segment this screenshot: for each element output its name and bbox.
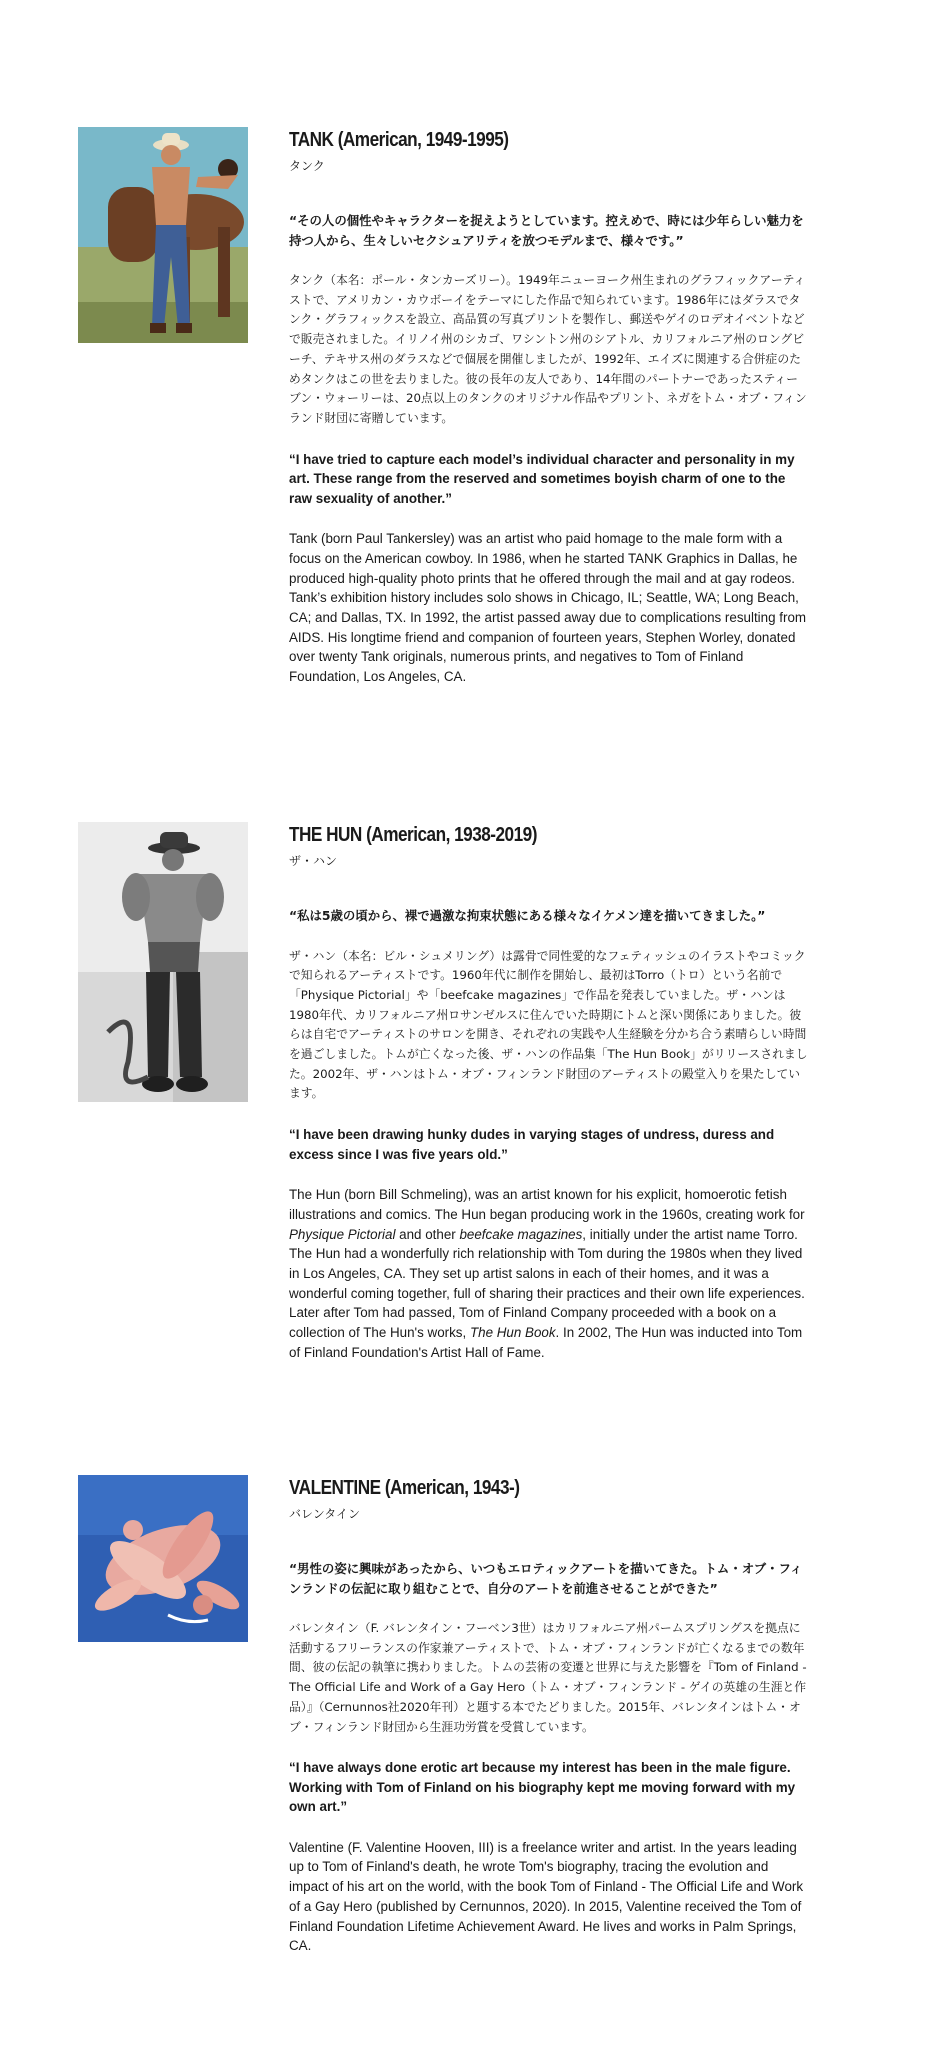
artwork-image-valentine [78, 1475, 248, 1642]
bio-japanese: タンク（本名：ポール・タンカーズリー）。1949年ニューヨーク州生まれのグラフィックアーティストで、アメリカン・カウボーイをテーマにした作品で知られています。1986年にはダラスでタンク・グラフィックスを設立、高品質の写真プリントを製作し、郵送やゲイのロデオイベントなどで販売されました。イリノイ州のシカゴ、ワシントン州のシアトル、カリフォルニア州のロングビーチ、テキサス州のダラスなどで個展を開催しましたが、1992年、エイズに関連する合併症のためタンクはこの世を去りました。彼の長年の友人であり、14年間のパートナーであったスティーブン・ウォーリーは、20点以上のタンクのオリジナル作品やプリント、ネガをトム・オブ・フィンランド財団に寄贈しています。 [289, 273, 807, 425]
quote-japanese: “その人の個性やキャラクターを捉えようとしています。控えめで、時には少年らしい魅力を持つ人から、生々しいセクシュアリティを放つモデルまで、様々です。” [289, 213, 804, 248]
quote-english: “I have tried to capture each model’s individual character and personality in my art. These range from the reserved and sometimes boyish charm of one to the raw sexuality of another.” [289, 451, 795, 506]
artist-name-kana: タンク [289, 159, 325, 173]
bio-english: The Hun (born Bill Schmeling), was an artist known for his explicit, homoerotic fetish illustrations and comics. The Hun began producing work in the 1960s, creating work for Physique Pictorial and other beefcake magazines, initially under the artist name Torro. The Hun had a wonderfully rich relationship with Tom during the 1980s when they lived in Los Angeles, CA. They set up artist salons in each of their homes, and it was a wonderful coming together, full of sharing their practices and their own life experiences. Later after Tom had passed, Tom of Finland Company proceeded with a book on a collection of The Hun's works, The Hun Book. In 2002, The Hun was inducted into Tom of Finland Foundation's Artist Hall of Fame. [289, 1187, 805, 1360]
artwork-image-the-hun [78, 822, 248, 1102]
bio-japanese: バレンタイン（F. バレンタイン・フーベン3世）はカリフォルニア州パームスプリングスを拠点に活動するフリーランスの作家兼アーティストで、トム・オブ・フィンランドが亡くなるまでの数年間、彼の伝記の執筆に携わりました。トムの芸術の変遷と世界に与えた影響を『Tom of Finland - The Official Life and Work of a Gay Hero（トム・オブ・フィンランド - ゲイの英雄の生涯と作品）』（Cernunnos社2020年刊）と題する本でたどりました。2015年、バレンタインはトム・オブ・フィンランド財団から生涯功労賞を受賞しています。 [289, 1621, 807, 1734]
artist-name-kana: ザ・ハン [289, 854, 338, 868]
quote-english: “I have been drawing hunky dudes in varying stages of undress, duress and excess since I was five years old.” [289, 1127, 775, 1162]
bio-english: Valentine (F. Valentine Hooven, III) is a freelance writer and artist. In the years leading up to Tom of Finland's death, he wrote Tom's biography, tracing the evolution and impact of his art on the world, with the book Tom of Finland - The Official Life and Work of a Gay Hero (published by Cernunnos, 2020). In 2015, Valentine received the Tom of Finland Foundation Lifetime Achievement Award. He lives and works in Palm Springs, CA. [289, 1839, 804, 1954]
artist-name: TANK (American, 1949-1995) [289, 129, 509, 151]
artwork-image-tank [78, 127, 248, 343]
bio-japanese: ザ・ハン（本名：ビル・シュメリング）は露骨で同性愛的なフェティッシュのイラストやコミックで知られるアーティストです。1960年代に制作を開始し、最初はTorro（トロ）という名前で「Physique Pictorial」や「beefcake magazines」で作品を発表していました。ザ・ハンは1980年代、カリフォルニア州ロサンゼルスに住んでいた時期にトムと深い関係にありました。彼らは自宅でアーティストのサロンを開き、それぞれの実践や人生経験を分かち合う素晴らしい時間を過ごしました。トムが亡くなった後、ザ・ハンの作品集「The Hun Book」がリリースされました。2002年、ザ・ハンはトム・オブ・フィンランド財団のアーティストの殿堂入りを果たしています。 [289, 948, 808, 1101]
artist-name: THE HUN (American, 1938-2019) [289, 824, 537, 846]
artist-name-kana: バレンタイン [289, 1507, 360, 1521]
quote-japanese: “私は5歳の頃から、裸で過激な拘束状態にある様々なイケメン達を描いてきました。” [289, 908, 766, 923]
bio-english: Tank (born Paul Tankersley) was an artist who paid homage to the male form with a focus on the American cowboy. In 1986, when he started TANK Graphics in Dallas, he produced high-quality photo prints that he offered through the mail and at gay rodeos. Tank’s exhibition history includes solo shows in Chicago, IL; Seattle, WA; Long Beach, CA; and Dallas, TX. In 1992, the artist passed away due to complications resulting from AIDS. His longtime friend and companion of fourteen years, Stephen Worley, donated over twenty Tank originals, numerous prints, and negatives to Tom of Finland Foundation, Los Angeles, CA. [289, 531, 807, 685]
quote-english: “I have always done erotic art because my interest has been in the male figure. Working with Tom of Finland on his biography kept me moving forward with my own art.” [289, 1760, 796, 1815]
artist-name: VALENTINE (American, 1943-) [289, 1477, 520, 1499]
quote-japanese: “男性の姿に興味があったから、いつもエロティックアートを描いてきた。トム・オブ・フィンランドの伝記に取り組むことで、自分のアートを前進させることができた” [289, 1561, 803, 1596]
